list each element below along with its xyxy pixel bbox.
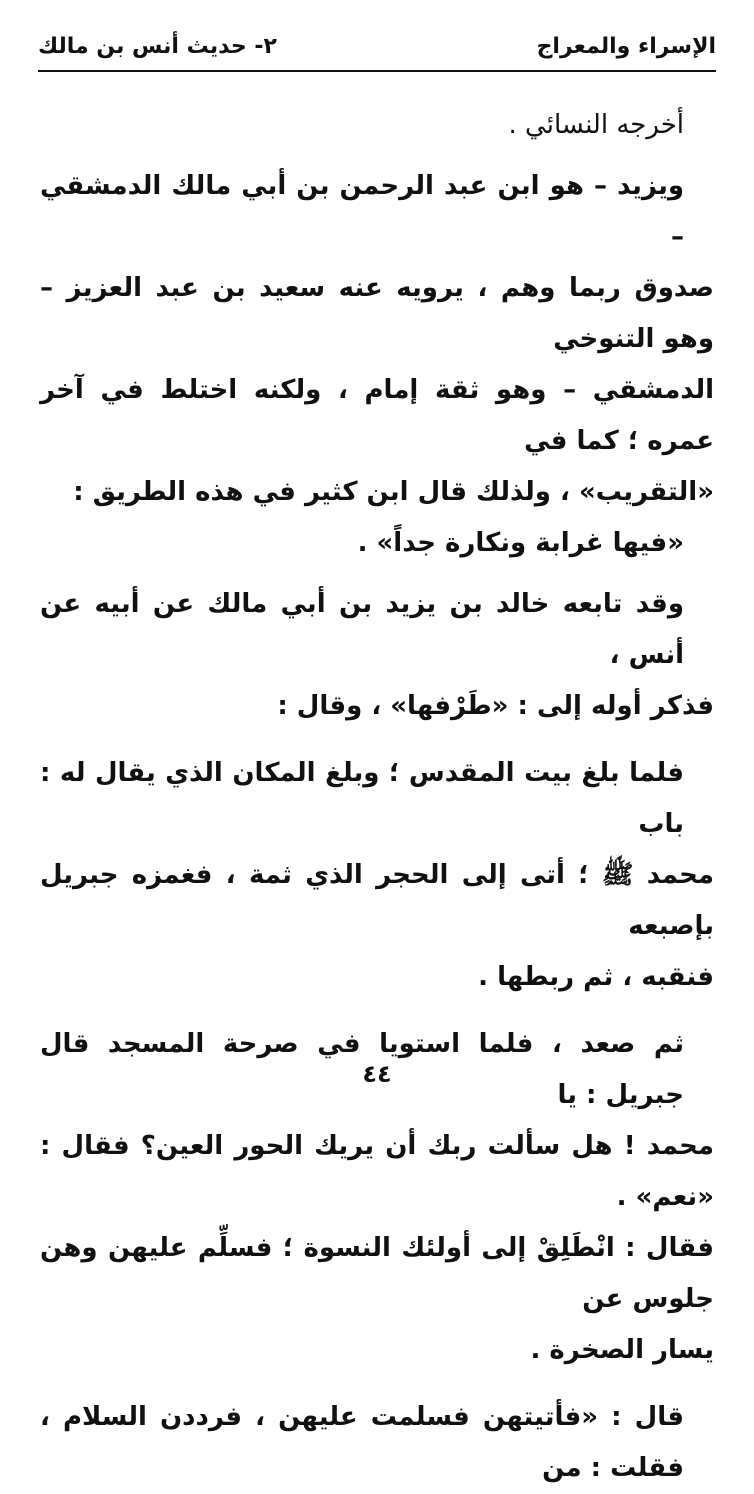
text-line: فقال : انْطَلِقْ إلى أولئك النسوة ؛ فسلِّم عليهن وهن جلوس عن xyxy=(40,1233,714,1314)
text-line: «التقريب» ، ولذلك قال ابن كثير في هذه الطريق : xyxy=(73,477,714,507)
text-line: صدوق ربما وهم ، يرويه عنه سعيد بن عبد العزيز – وهو التنوخي xyxy=(40,273,714,354)
paragraph-4-line-1 xyxy=(40,579,714,681)
text-line: وقد تابعه خالد بن يزيد بن أبي مالك عن أبيه عن أنس ، xyxy=(40,589,684,670)
text-line: قال : «فأتيتهن فسلمت عليهن ، فرددن السلام ، فقلت : من xyxy=(40,1402,684,1483)
text-line: ويزيد – هو ابن عبد الرحمن بن أبي مالك الدمشقي – xyxy=(40,171,684,252)
text-line: فلما بلغ بيت المقدس ؛ وبلغ المكان الذي يقال له : باب xyxy=(40,758,684,839)
quote-paragraph xyxy=(40,518,714,569)
paragraph-2-line-1 xyxy=(40,161,714,263)
paragraph-5-line-1 xyxy=(40,748,714,850)
paragraph-4-continuation xyxy=(40,681,714,732)
text-line: الدمشقي – وهو ثقة إمام ، ولكنه اختلط في آخر عمره ؛ كما في xyxy=(40,375,714,456)
paragraph-2-continuation xyxy=(40,263,714,518)
text-line: «فيها غرابة ونكارة جداً» . xyxy=(357,528,684,558)
page-number: ٤٤ xyxy=(362,1060,392,1088)
chapter-title: ٢- حديث أنس بن مالك xyxy=(38,34,277,59)
paragraph-5-continuation xyxy=(40,850,714,1003)
text-line: محمد ! هل سألت ربك أن يريك الحور العين؟ فقال : «نعم» . xyxy=(40,1131,714,1212)
running-header xyxy=(38,30,716,64)
text-line: أخرجه النسائي . xyxy=(508,110,684,140)
text-line: محمد ﷺ ؛ أتى إلى الحجر الذي ثمة ، فغمزه جبريل بإصبعه xyxy=(40,860,714,941)
paragraph-7 xyxy=(40,1392,714,1494)
text-line: ثم صعد ، فلما استويا في صرحة المسجد قال جبريل : يا xyxy=(40,1029,684,1110)
paragraph-6-continuation xyxy=(40,1121,714,1376)
book-title: الإسراء والمعراج xyxy=(536,34,716,59)
text-line: فنقبه ، ثم ربطها . xyxy=(478,962,714,992)
text-line: يسار الصخرة . xyxy=(530,1335,714,1365)
paragraph-1 xyxy=(40,100,714,151)
text-line: فذكر أوله إلى : «طَرْفها» ، وقال : xyxy=(277,691,714,721)
page-body xyxy=(40,100,714,1494)
header-divider xyxy=(38,70,716,72)
